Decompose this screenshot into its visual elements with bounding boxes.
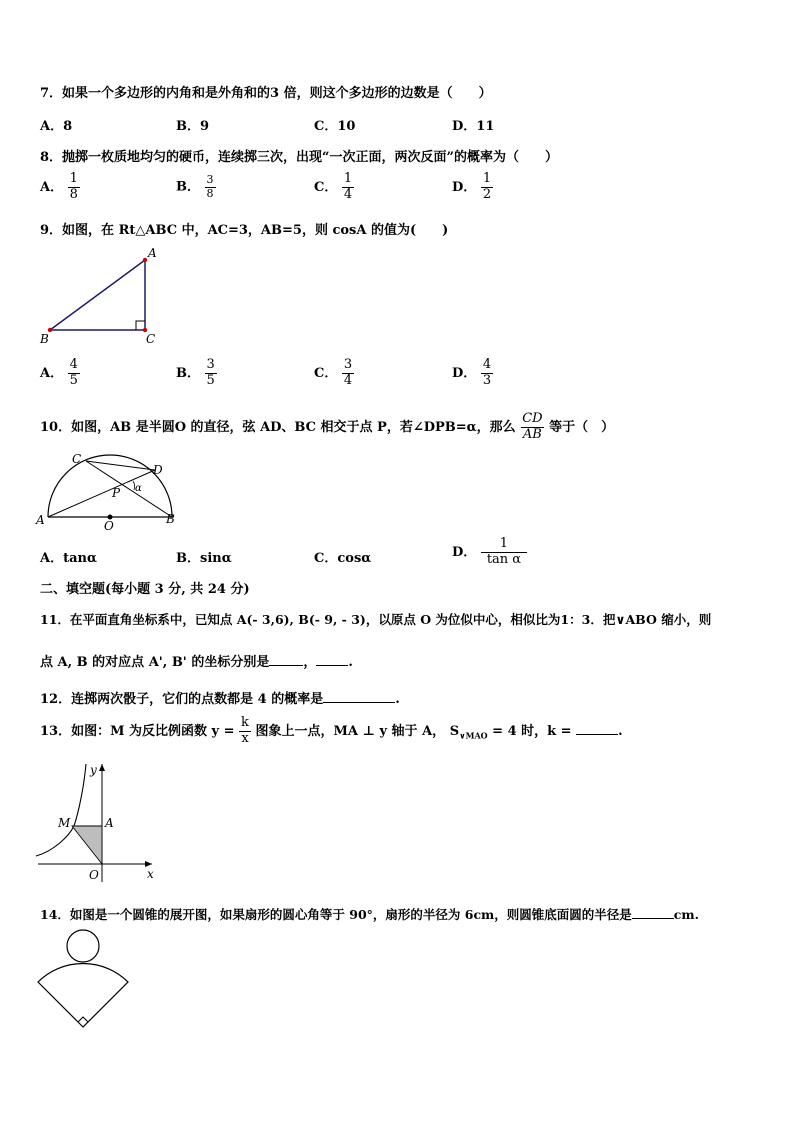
q10-option-a: A．tanα — [40, 551, 97, 566]
q13-hyperbola-figure — [34, 756, 160, 884]
hyperbola-curve — [36, 764, 86, 856]
label-d: D — [153, 463, 163, 477]
q8-option-d: D． $\frac{1}{2}$ — [452, 171, 492, 202]
label-b: B — [166, 512, 175, 526]
label-o: O — [104, 519, 114, 533]
label-p: P — [112, 486, 121, 500]
label-o: O — [89, 868, 99, 882]
q12-text: 12．连掷两次骰子，它们的点数都是 4 的概率是 . — [40, 692, 400, 707]
label-a: A — [105, 816, 114, 830]
q9-text: 9．如图，在 Rt△ABC 中，AC=3，AB=5，则 cosA 的值为( ) — [40, 223, 449, 238]
q14-text: 14．如图是一个圆锥的展开图，如果扇形的圆心角等于 90°，扇形的半径为 6cm，则圆锥底面圆的半径是 cm. — [40, 907, 699, 922]
section-heading: 二、填空题(每小题 3 分, 共 24 分) — [40, 582, 250, 597]
q13-blank[interactable] — [576, 722, 618, 735]
q11-blank-1[interactable] — [269, 653, 303, 666]
q9-option-a: A． $\frac{4}{5}$ — [40, 357, 78, 388]
point-a — [143, 258, 147, 262]
side-ab — [50, 260, 145, 330]
label-y: y — [90, 763, 97, 777]
q9-option-c: C． $\frac{3}{4}$ — [314, 357, 353, 388]
q10-text: 10．如图，AB 是半圆O 的直径，弦 AD、BC 相交于点 P，若∠DPB=α，那么 $\frac{CD}{AB}$ 等于（ ） — [40, 411, 615, 442]
label-b: B — [40, 332, 49, 346]
q7-option-c: C．10 — [314, 119, 356, 134]
q10-option-c: C．cosα — [314, 551, 372, 566]
q8-option-a: A． $\frac{1}{8}$ — [40, 171, 78, 202]
label-c: C — [72, 452, 82, 466]
label-c: C — [146, 332, 156, 346]
q10-option-d: D． $\frac{1}{\text{tan α}}$ — [452, 537, 527, 568]
q9-option-b: B． $\frac{3}{5}$ — [176, 357, 215, 388]
q11-line1: 11．在平面直角坐标系中，已知点 A(- 3,6), B(- 9, - 3)，以原点 O 为位似中心，相似比为1：3．把∨ABO 缩小，则 — [40, 612, 712, 627]
q9-option-d: D． $\frac{4}{3}$ — [452, 357, 492, 388]
label-m: M — [58, 816, 71, 830]
label-a: A — [36, 513, 45, 527]
base-circle — [67, 930, 99, 962]
q7-text: 7．如果一个多边形的内角和是外角和的3 倍，则这个多边形的边数是（ ） — [40, 86, 492, 101]
q12-blank[interactable] — [323, 690, 395, 703]
q10-option-b: B．sinα — [176, 551, 232, 566]
q8-option-c: C． $\frac{1}{4}$ — [314, 171, 353, 202]
q8-option-b: B． $\frac{3}{8}$ — [176, 173, 214, 200]
label-alpha: α — [135, 483, 142, 494]
q11-line2: 点 A, B 的对应点 A', B' 的坐标分别是 ， . — [40, 655, 353, 670]
q11-blank-2[interactable] — [316, 653, 348, 666]
triangle-mao — [72, 826, 102, 864]
q10-semicircle-figure — [34, 450, 184, 534]
q13-text: 13．如图：M 为反比例函数 y = $\frac{k}{x}$ 图象上一点，MA ⊥ y 轴于 A， $S_{\vee MAO} = 4$ 时，k = . — [40, 715, 623, 746]
q14-cone-net-figure — [34, 926, 138, 1032]
q8-text: 8．抛掷一枚质地均匀的硬币，连续掷三次，出现“一次正面，两次反面”的概率为（ ） — [40, 150, 559, 165]
label-a: A — [148, 246, 157, 260]
y-axis-arrow — [99, 764, 105, 771]
q9-triangle-figure — [38, 244, 168, 346]
q7-option-d: D．11 — [452, 119, 495, 134]
label-x: x — [147, 867, 154, 881]
q7-option-b: B．9 — [176, 119, 210, 134]
q14-blank[interactable] — [632, 906, 674, 919]
q7-option-a: A．8 — [40, 119, 73, 134]
right-angle-mark — [78, 1017, 88, 1022]
